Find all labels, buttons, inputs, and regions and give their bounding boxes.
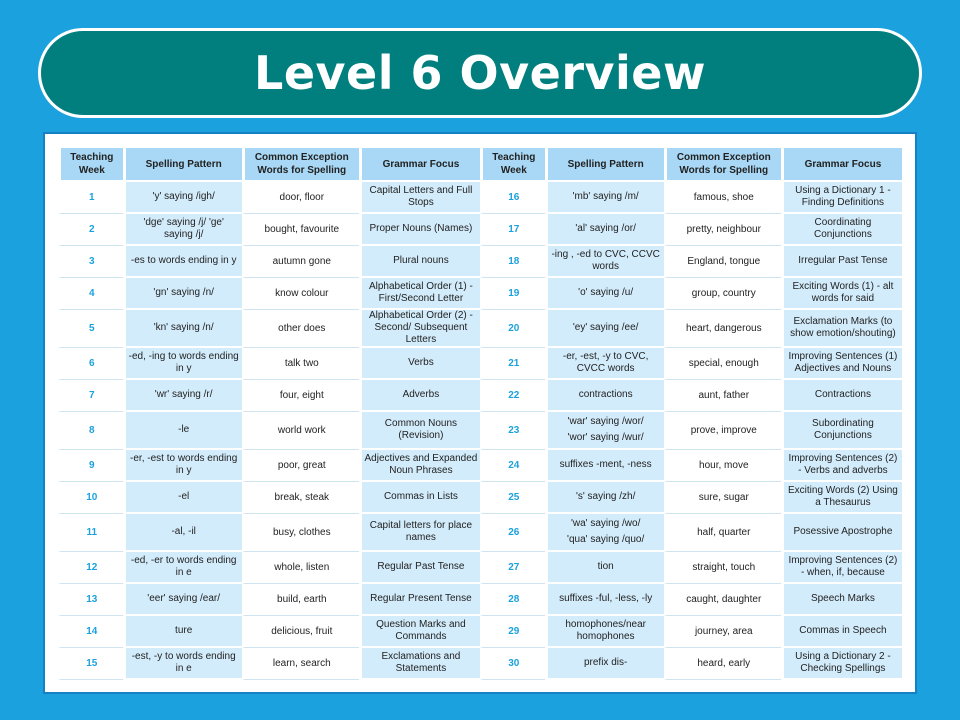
exception-words-cell: hour, move	[664, 450, 781, 482]
table-row	[58, 552, 902, 584]
grammar-focus-cell: Capital letters for place names	[359, 514, 480, 552]
spelling-pattern-cell: -ed, -ing to words ending in y	[123, 348, 242, 380]
teaching-week-cell: 17	[480, 214, 545, 246]
exception-words-cell: sure, sugar	[664, 482, 781, 514]
teaching-week-cell: 2	[58, 214, 123, 246]
table-body	[58, 182, 902, 680]
spelling-pattern-cell: 's' saying /zh/	[545, 482, 664, 514]
spelling-pattern-cell: 'ey' saying /ee/	[545, 310, 664, 348]
teaching-week-cell: 29	[480, 616, 545, 648]
spelling-pattern-cell: 'o' saying /u/	[545, 278, 664, 310]
grammar-focus-cell: Proper Nouns (Names)	[359, 214, 480, 246]
table-row	[58, 412, 902, 450]
grammar-focus-cell: Commas in Lists	[359, 482, 480, 514]
table-row	[58, 246, 902, 278]
header-spelling-pattern: Spelling Pattern	[123, 148, 242, 182]
teaching-week-cell: 15	[58, 648, 123, 680]
header-exception-words: Common Exception Words for Spelling	[242, 148, 359, 182]
grammar-focus-cell: Verbs	[359, 348, 480, 380]
teaching-week-cell: 3	[58, 246, 123, 278]
grammar-focus-cell: Posessive Apostrophe	[781, 514, 902, 552]
spelling-pattern-cell: -er, -est to words ending in y	[123, 450, 242, 482]
exception-words-cell: pretty, neighbour	[664, 214, 781, 246]
spelling-pattern-cell: -ed, -er to words ending in e	[123, 552, 242, 584]
grammar-focus-cell: Improving Sentences (2) - when, if, because	[781, 552, 902, 584]
teaching-week-cell: 9	[58, 450, 123, 482]
spelling-pattern-cell: -al, -il	[123, 514, 242, 552]
teaching-week-cell: 16	[480, 182, 545, 214]
spelling-pattern-cell: 'al' saying /or/	[545, 214, 664, 246]
spelling-pattern-cell: -es to words ending in y	[123, 246, 242, 278]
teaching-week-cell: 21	[480, 348, 545, 380]
exception-words-cell: door, floor	[242, 182, 359, 214]
footer-brand: twinkl.com	[860, 678, 903, 688]
exception-words-cell: other does	[242, 310, 359, 348]
exception-words-cell: famous, shoe	[664, 182, 781, 214]
grammar-focus-cell: Adverbs	[359, 380, 480, 412]
grammar-focus-cell: Irregular Past Tense	[781, 246, 902, 278]
exception-words-cell: build, earth	[242, 584, 359, 616]
exception-words-cell: straight, touch	[664, 552, 781, 584]
exception-words-cell: break, steak	[242, 482, 359, 514]
exception-words-cell: world work	[242, 412, 359, 450]
teaching-week-cell: 30	[480, 648, 545, 680]
exception-words-cell: half, quarter	[664, 514, 781, 552]
table-row	[58, 348, 902, 380]
teaching-week-cell: 28	[480, 584, 545, 616]
exception-words-cell: special, enough	[664, 348, 781, 380]
table-row	[58, 584, 902, 616]
teaching-week-cell: 27	[480, 552, 545, 584]
grammar-focus-cell: Contractions	[781, 380, 902, 412]
grammar-focus-cell: Exciting Words (2) Using a Thesaurus	[781, 482, 902, 514]
grammar-focus-cell: Speech Marks	[781, 584, 902, 616]
teaching-week-cell: 5	[58, 310, 123, 348]
spelling-pattern-cell: homophones/near homophones	[545, 616, 664, 648]
teaching-week-cell: 4	[58, 278, 123, 310]
grammar-focus-cell: Exclamations and Statements	[359, 648, 480, 680]
table-row	[58, 214, 902, 246]
spelling-pattern-cell	[545, 412, 664, 450]
grammar-focus-cell: Capital Letters and Full Stops	[359, 182, 480, 214]
exception-words-cell: group, country	[664, 278, 781, 310]
header-teaching-week: Teaching Week	[58, 148, 123, 182]
teaching-week-cell: 7	[58, 380, 123, 412]
grammar-focus-cell: Using a Dictionary 2 - Checking Spellings	[781, 648, 902, 680]
grammar-focus-cell: Plural nouns	[359, 246, 480, 278]
table-row	[58, 278, 902, 310]
exception-words-cell: heart, dangerous	[664, 310, 781, 348]
spelling-pattern-cell: -ing , -ed to CVC, CCVC words	[545, 246, 664, 278]
table-row	[58, 182, 902, 214]
teaching-week-cell: 24	[480, 450, 545, 482]
teaching-week-cell: 13	[58, 584, 123, 616]
spelling-pattern-cell: -el	[123, 482, 242, 514]
exception-words-cell: four, eight	[242, 380, 359, 412]
exception-words-cell: know colour	[242, 278, 359, 310]
spelling-pattern-cell: suffixes -ment, -ness	[545, 450, 664, 482]
teaching-week-cell: 19	[480, 278, 545, 310]
teaching-week-cell: 10	[58, 482, 123, 514]
spelling-pattern-cell: contractions	[545, 380, 664, 412]
exception-words-cell: delicious, fruit	[242, 616, 359, 648]
exception-words-cell: whole, listen	[242, 552, 359, 584]
spelling-pattern-line: 'qua' saying /quo/	[567, 534, 645, 545]
teaching-week-cell: 12	[58, 552, 123, 584]
exception-words-cell: autumn gone	[242, 246, 359, 278]
header-exception-words: Common Exception Words for Spelling	[664, 148, 781, 182]
page-title: Level 6 Overview	[254, 46, 706, 100]
grammar-focus-cell: Subordinating Conjunctions	[781, 412, 902, 450]
teaching-week-cell: 20	[480, 310, 545, 348]
spelling-pattern-cell: 'wr' saying /r/	[123, 380, 242, 412]
exception-words-cell: bought, favourite	[242, 214, 359, 246]
spelling-pattern-line: 'wor' saying /wur/	[567, 432, 644, 443]
spelling-pattern-cell: 'eer' saying /ear/	[123, 584, 242, 616]
spelling-pattern-cell: 'dge' saying /j/ 'ge' saying /j/	[123, 214, 242, 246]
teaching-week-cell: 8	[58, 412, 123, 450]
exception-words-cell: caught, daughter	[664, 584, 781, 616]
header-teaching-week: Teaching Week	[480, 148, 545, 182]
grammar-focus-cell: Using a Dictionary 1 - Finding Definitions	[781, 182, 902, 214]
table-row	[58, 514, 902, 552]
grammar-focus-cell: Regular Past Tense	[359, 552, 480, 584]
exception-words-cell: learn, search	[242, 648, 359, 680]
overview-table	[58, 148, 902, 680]
spelling-pattern-cell	[545, 514, 664, 552]
header-grammar-focus: Grammar Focus	[359, 148, 480, 182]
grammar-focus-cell: Alphabetical Order (1) - First/Second Letter	[359, 278, 480, 310]
exception-words-cell: journey, area	[664, 616, 781, 648]
spelling-pattern-cell: tion	[545, 552, 664, 584]
teaching-week-cell: 26	[480, 514, 545, 552]
exception-words-cell: poor, great	[242, 450, 359, 482]
grammar-focus-cell: Improving Sentences (1) Adjectives and Nouns	[781, 348, 902, 380]
spelling-pattern-cell: 'mb' saying /m/	[545, 182, 664, 214]
spelling-pattern-cell: -er, -est, -y to CVC, CVCC words	[545, 348, 664, 380]
table-row	[58, 380, 902, 412]
teaching-week-cell: 6	[58, 348, 123, 380]
spelling-pattern-cell: 'y' saying /igh/	[123, 182, 242, 214]
table-row	[58, 482, 902, 514]
grammar-focus-cell: Exclamation Marks (to show emotion/shouting)	[781, 310, 902, 348]
exception-words-cell: aunt, father	[664, 380, 781, 412]
grammar-focus-cell: Exciting Words (1) - alt words for said	[781, 278, 902, 310]
table-row	[58, 648, 902, 680]
grammar-focus-cell: Common Nouns (Revision)	[359, 412, 480, 450]
header-grammar-focus: Grammar Focus	[781, 148, 902, 182]
grammar-focus-cell: Regular Present Tense	[359, 584, 480, 616]
table-row	[58, 310, 902, 348]
teaching-week-cell: 22	[480, 380, 545, 412]
spelling-pattern-cell: ture	[123, 616, 242, 648]
teaching-week-cell: 18	[480, 246, 545, 278]
exception-words-cell: England, tongue	[664, 246, 781, 278]
spelling-pattern-cell: 'kn' saying /n/	[123, 310, 242, 348]
teaching-week-cell: 14	[58, 616, 123, 648]
spelling-pattern-cell: suffixes -ful, -less, -ly	[545, 584, 664, 616]
grammar-focus-cell: Adjectives and Expanded Noun Phrases	[359, 450, 480, 482]
header-spelling-pattern: Spelling Pattern	[545, 148, 664, 182]
teaching-week-cell: 11	[58, 514, 123, 552]
grammar-focus-cell: Question Marks and Commands	[359, 616, 480, 648]
overview-panel	[43, 132, 917, 694]
exception-words-cell: heard, early	[664, 648, 781, 680]
spelling-pattern-line: 'wa' saying /wo/	[570, 518, 641, 529]
spelling-pattern-cell: 'gn' saying /n/	[123, 278, 242, 310]
table-header-row	[58, 148, 902, 182]
table-row	[58, 450, 902, 482]
title-banner	[38, 28, 922, 118]
spelling-pattern-cell: prefix dis-	[545, 648, 664, 680]
grammar-focus-cell: Alphabetical Order (2) - Second/ Subsequent Letters	[359, 310, 480, 348]
teaching-week-cell: 25	[480, 482, 545, 514]
spelling-pattern-line: 'war' saying /wor/	[567, 416, 644, 427]
exception-words-cell: talk two	[242, 348, 359, 380]
exception-words-cell: prove, improve	[664, 412, 781, 450]
spelling-pattern-cell: -est, -y to words ending in e	[123, 648, 242, 680]
grammar-focus-cell: Commas in Speech	[781, 616, 902, 648]
teaching-week-cell: 23	[480, 412, 545, 450]
teaching-week-cell: 1	[58, 182, 123, 214]
table-row	[58, 616, 902, 648]
spelling-pattern-cell: -le	[123, 412, 242, 450]
grammar-focus-cell: Improving Sentences (2) - Verbs and adverbs	[781, 450, 902, 482]
grammar-focus-cell: Coordinating Conjunctions	[781, 214, 902, 246]
exception-words-cell: busy, clothes	[242, 514, 359, 552]
